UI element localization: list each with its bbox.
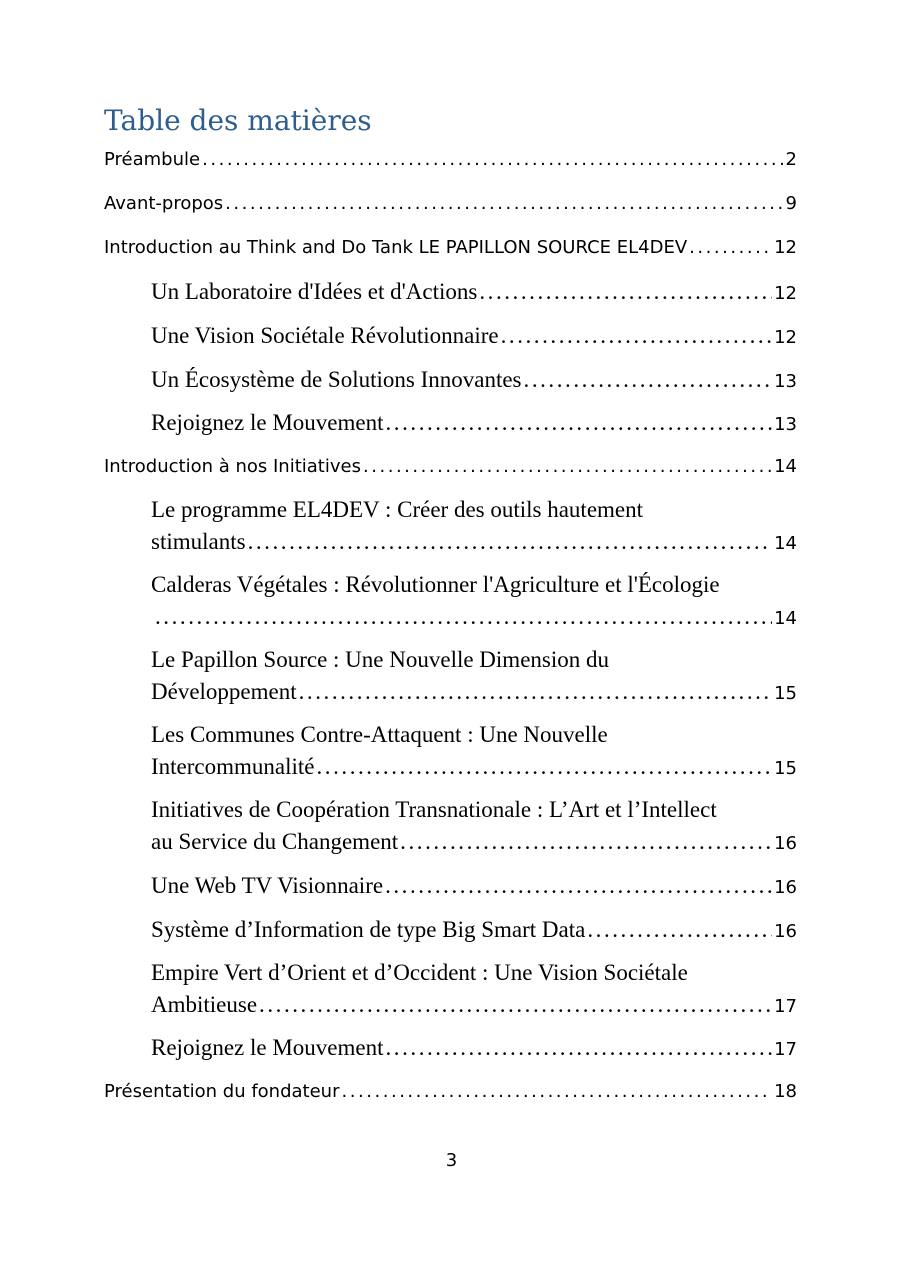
dot-leader: [385, 872, 772, 900]
toc-entry-title-line: Le programme EL4DEV : Créer des outils hautement: [151, 497, 644, 522]
toc-entry-title: Une Vision Sociétale Révolutionnaire: [151, 323, 499, 348]
toc-entry-title: Rejoignez le Mouvement: [151, 410, 384, 435]
dot-leader: [202, 148, 783, 172]
toc-entry-page: 18: [774, 1081, 797, 1102]
dot-leader: [317, 753, 773, 781]
toc-entry-page: 14: [774, 533, 797, 554]
toc-entry-title: Intercommunalité: [151, 754, 315, 779]
toc-entry-page: 12: [774, 237, 797, 258]
dot-leader: [155, 603, 772, 631]
toc-entry-title: Système d’Information de type Big Smart Data: [151, 917, 586, 942]
toc-entry-title-line: Les Communes Contre-Attaquent : Une Nouvelle: [151, 722, 608, 747]
toc-entry-page: 16: [774, 877, 797, 898]
toc-entry-page: 14: [774, 456, 797, 477]
dot-leader: [248, 528, 773, 556]
page-number: 3: [445, 1150, 458, 1171]
toc-entry-title: Un Écosystème de Solutions Innovantes: [151, 367, 522, 392]
dot-leader: [587, 916, 772, 944]
toc-entry-title-line: Calderas Végétales : Révolutionner l'Agriculture et l'Écologie: [151, 572, 720, 597]
dot-leader: [341, 1080, 772, 1104]
toc-entry-page: 12: [774, 283, 797, 304]
toc-entry-title-line: Initiatives de Coopération Transnationale : L’Art et l’Intellect: [151, 797, 717, 822]
dot-leader: [501, 322, 772, 350]
toc-entry-title: au Service du Changement: [151, 829, 399, 854]
toc-entry-page: 17: [774, 996, 797, 1017]
toc-entry-page: 13: [774, 371, 797, 392]
toc-entry-title: stimulants: [151, 529, 246, 554]
toc-entry-title: Préambule: [104, 149, 201, 170]
toc-entry-page: 12: [774, 327, 797, 348]
dot-leader: [479, 278, 772, 306]
toc-title: Table des matières: [104, 104, 372, 137]
toc-entry-page: 16: [774, 921, 797, 942]
dot-leader: [386, 1034, 773, 1062]
toc-entry-title: Rejoignez le Mouvement: [151, 1035, 384, 1060]
toc-entry-title-line: Le Papillon Source : Une Nouvelle Dimension du: [151, 647, 610, 672]
toc-entry-title: Présentation du fondateur: [104, 1081, 340, 1102]
toc-entry-page: 16: [774, 833, 797, 854]
toc-entry-title: Introduction au Think and Do Tank LE PAPILLON SOURCE EL4DEV: [104, 237, 688, 258]
dot-leader: [524, 366, 773, 394]
toc-entry-title: Ambitieuse: [151, 992, 258, 1017]
dot-leader: [225, 192, 783, 216]
toc-entry-page: 17: [774, 1039, 797, 1060]
toc-entry-page: 15: [774, 758, 797, 779]
dot-leader: [363, 455, 772, 479]
toc-entry-title-line: Empire Vert d’Orient et d’Occident : Une Vision Sociétale: [151, 960, 688, 985]
toc-entry-title: Un Laboratoire d'Idées et d'Actions: [151, 279, 478, 304]
toc-entry-title: Introduction à nos Initiatives: [104, 456, 361, 477]
toc-entry-page: 15: [774, 683, 797, 704]
toc-entry-title: Avant-propos: [104, 193, 224, 214]
dot-leader: [299, 678, 772, 706]
toc-entry-page: 13: [774, 414, 797, 435]
dot-leader: [259, 991, 772, 1019]
toc-entry-page: 14: [774, 608, 797, 629]
dot-leader: [400, 828, 772, 856]
toc-entry-page: 2: [785, 149, 797, 170]
toc-entry-page: 9: [785, 193, 797, 214]
toc-entry-title: Une Web TV Visionnaire: [151, 873, 384, 898]
dot-leader: [386, 409, 773, 437]
toc-entry-title: Développement: [151, 679, 297, 704]
dot-leader: [689, 236, 772, 260]
